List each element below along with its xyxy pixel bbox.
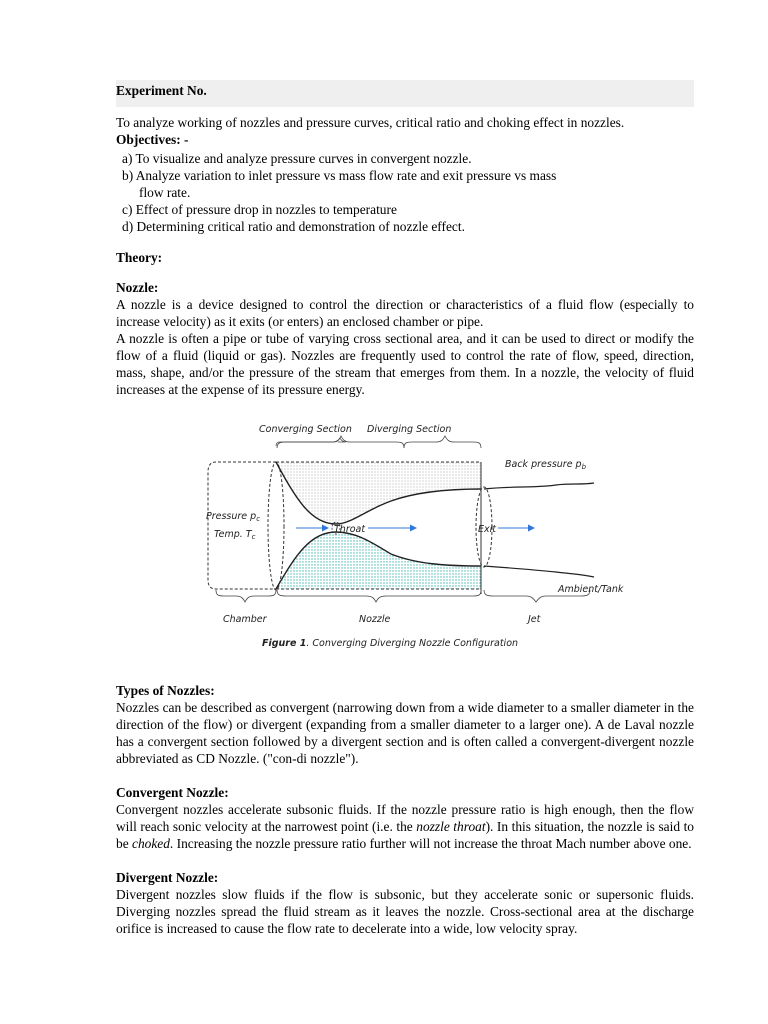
- aim-paragraph: To analyze working of nozzles and pressure curves, critical ratio and choking effect in nozzles.: [116, 115, 625, 130]
- figure-caption: Figure 1. Converging Diverging Nozzle Configuration: [262, 638, 519, 649]
- convergent-heading: Convergent Nozzle:: [116, 785, 229, 800]
- upper-flow-shading: [276, 462, 481, 524]
- theory-heading: Theory:: [116, 250, 163, 265]
- throat-label: Throat: [334, 524, 366, 535]
- experiment-number-heading: Experiment No.: [116, 80, 694, 107]
- converging-brace-line: [278, 436, 349, 447]
- nozzle-figure: [116, 414, 694, 664]
- chamber-label: Chamber: [223, 614, 267, 625]
- nozzle-label: Nozzle: [359, 614, 391, 625]
- pressure-label: Pressure $p_c$: [206, 511, 261, 523]
- convergent-paragraph: Convergent nozzles accelerate subsonic fluids. If the nozzle pressure ratio is high enough, then the flow will reach sonic velocity at the narrowest point (i.e. the nozzle throat). In this situation, the nozzle is said to be choked. Increasing the nozzle pressure ratio further will not increase the throat Mach number above one.: [116, 802, 694, 851]
- nozzle-paragraph-2: A nozzle is often a pipe or tube of varying cross sectional area, and it can be used to direct or modify the flow of a fluid (liquid or gas). Nozzles are frequently used to control the rate of flow, speed, direction, mass, shape, and/or the pressure of the stream that emerges from them. In a nozzle, the velocity of fluid increases at the expense of its pressure energy.: [116, 331, 694, 397]
- objective-item-continued: flow rate.: [139, 185, 191, 200]
- jet-label: Jet: [528, 614, 541, 625]
- nozzle-paragraph-1: A nozzle is a device designed to control the direction or characteristics of a fluid flow (especially to increase velocity) as it exits (or enters) an enclosed chamber or pipe.: [116, 297, 694, 329]
- nozzle-heading: Nozzle:: [116, 280, 159, 295]
- nozzle-diagram: [116, 414, 694, 664]
- types-paragraph: Nozzles can be described as convergent (narrowing down from a wide diameter to a smaller diameter in the direction of the flow) or divergent (expanding from a smaller diameter to a larger one). A de Laval nozzle has a convergent section followed by a divergent section and is often called a convergent-divergent nozzle abbreviated as CD Nozzle. ("con-di nozzle").: [116, 700, 694, 766]
- chamber-outline: [208, 462, 276, 589]
- chamber-brace: [216, 590, 276, 602]
- ambient-tank-label: Ambient/Tank: [558, 584, 624, 595]
- brace-top-2: [404, 436, 481, 448]
- jet-lower-line: [484, 566, 594, 577]
- objectives-list: [122, 150, 694, 235]
- exit-label: Exit: [478, 524, 496, 535]
- lower-flow-shading: [276, 532, 481, 589]
- objective-item: a) To visualize and analyze pressure curves in convergent nozzle.: [122, 151, 472, 166]
- jet-upper-line: [484, 483, 594, 489]
- chamber-inlet-ellipse: [268, 462, 284, 590]
- temperature-label: Temp. $T_c$: [214, 529, 256, 541]
- back-pressure-label: Back pressure $p_b$: [505, 459, 587, 471]
- types-heading: Types of Nozzles:: [116, 683, 215, 698]
- diverging-section-label: Diverging Section: [367, 424, 452, 435]
- divergent-paragraph: Divergent nozzles slow fluids if the flow is subsonic, but they accelerate sonic or supersonic fluids. Diverging nozzles spread the fluid stream as it leaves the nozzle. Cross-sectional area at the discharge orifice is increased to cause the flow rate to decelerate into a wide, low velocity spray.: [116, 887, 694, 936]
- objective-item: d) Determining critical ratio and demonstration of nozzle effect.: [122, 219, 465, 234]
- divergent-heading: Divergent Nozzle:: [116, 870, 219, 885]
- nozzle-brace: [277, 590, 481, 602]
- objective-item: c) Effect of pressure drop in nozzles to temperature: [122, 202, 397, 217]
- converging-section-label: Converging Section: [259, 424, 352, 435]
- objectives-heading: Objectives: -: [116, 132, 189, 147]
- document-page: [116, 80, 694, 937]
- objective-item: b) Analyze variation to inlet pressure vs mass flow rate and exit pressure vs mass: [122, 168, 557, 183]
